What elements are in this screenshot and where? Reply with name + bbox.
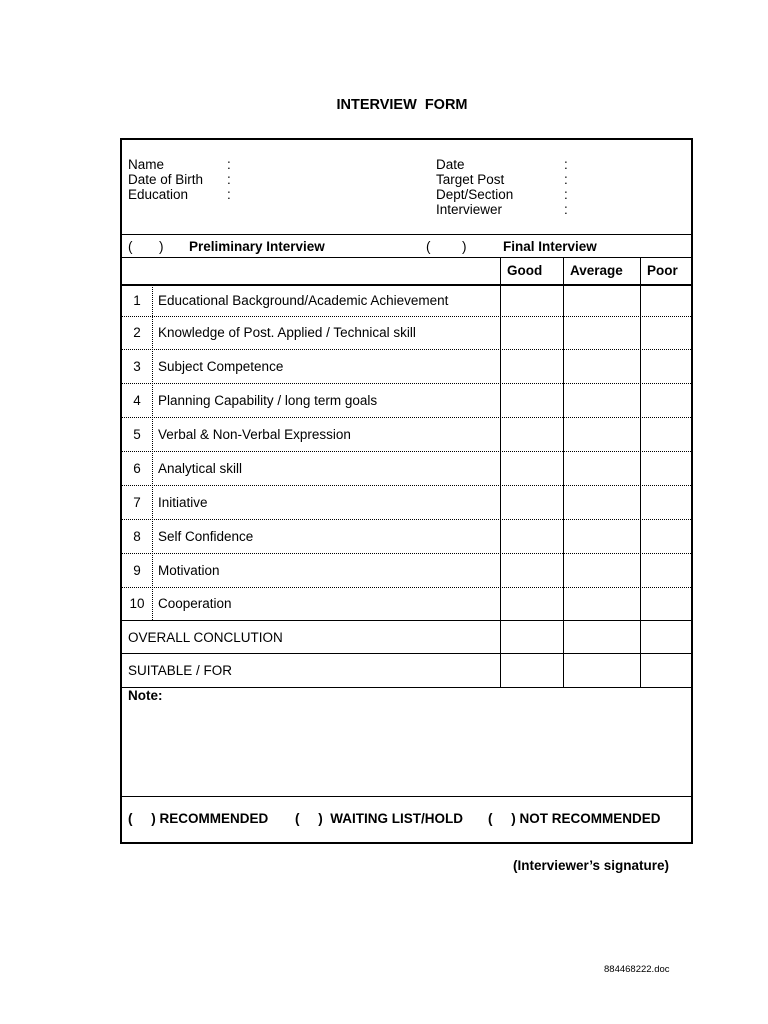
preliminary-bracket-open: ( [128,239,133,254]
interviewer-label: Interviewer [436,202,503,217]
criteria-number: 6 [133,461,141,476]
criteria-label: Knowledge of Post. Applied / Technical skill [158,325,416,340]
criteria-label: Subject Competence [158,359,284,374]
criteria-table [122,140,691,842]
criteria-number: 9 [133,563,141,578]
criteria-row [122,140,691,842]
target-post-colon: : [564,172,568,187]
criteria-row [122,140,691,842]
row-divider [122,417,691,418]
criteria-row [122,140,691,842]
target-post-label: Target Post [436,172,505,187]
criteria-row [122,140,691,842]
row-divider [122,316,691,317]
divider [122,653,691,654]
divider [122,796,691,797]
criteria-number: 3 [133,359,141,374]
final-bracket-open: ( [426,239,431,254]
document-reference: 884468222.doc [604,964,670,975]
dept-section-label: Dept/Section [436,187,514,202]
criteria-label: Verbal & Non-Verbal Expression [158,427,351,442]
name-label: Name [128,157,165,172]
overall-conclusion-label: OVERALL CONCLUTION [128,630,283,645]
criteria-row [122,140,691,842]
criteria-label: Planning Capability / long term goals [158,393,378,408]
suitable-for-label: SUITABLE / FOR [128,663,233,678]
education-colon: : [227,187,231,202]
divider [122,620,691,621]
criteria-label: Self Confidence [158,529,254,544]
criteria-number: 5 [133,427,141,442]
criteria-number: 7 [133,495,141,510]
criteria-number: 1 [133,293,141,308]
row-divider [122,553,691,554]
row-divider [122,519,691,520]
recommended-option: ( ) RECOMMENDED [128,811,269,826]
interviewer-signature-label: (Interviewer’s signature) [513,858,670,873]
date-of-birth-label: Date of Birth [128,172,204,187]
criteria-number: 10 [129,596,145,611]
not-recommended-option: ( ) NOT RECOMMENDED [488,811,661,826]
criteria-label: Analytical skill [158,461,243,476]
criteria-label: Initiative [158,495,208,510]
rating-header-poor: Poor [647,263,678,278]
row-divider [122,485,691,486]
criteria-number: 2 [133,325,141,340]
final-interview-label: Final Interview [503,239,597,254]
interview-form [120,138,693,844]
row-divider [122,349,691,350]
note-label: Note: [128,688,163,703]
name-colon: : [227,157,231,172]
rating-header-average: Average [570,263,623,278]
criteria-row [122,140,691,842]
criteria-row [122,140,691,842]
education-label: Education [128,187,189,202]
row-divider [122,587,691,588]
date-colon: : [564,157,568,172]
dob-colon: : [227,172,231,187]
criteria-row [122,140,691,842]
final-bracket-close: ) [462,239,467,254]
criteria-number: 4 [133,393,141,408]
date-label: Date [436,157,465,172]
criteria-label: Motivation [158,563,220,578]
criteria-row [122,140,691,842]
preliminary-bracket-close: ) [159,239,164,254]
preliminary-interview-label: Preliminary Interview [189,239,325,254]
divider [122,687,691,688]
row-divider [122,451,691,452]
interviewer-colon: : [564,202,568,217]
criteria-label: Educational Background/Academic Achievement [158,293,449,308]
form-title: INTERVIEW FORM [336,97,468,113]
criteria-label: Cooperation [158,596,232,611]
waiting-list-option: ( ) WAITING LIST/HOLD [295,811,463,826]
dept-colon: : [564,187,568,202]
row-divider [122,383,691,384]
criteria-row [122,140,691,842]
rating-header-good: Good [507,263,543,278]
criteria-number: 8 [133,529,141,544]
